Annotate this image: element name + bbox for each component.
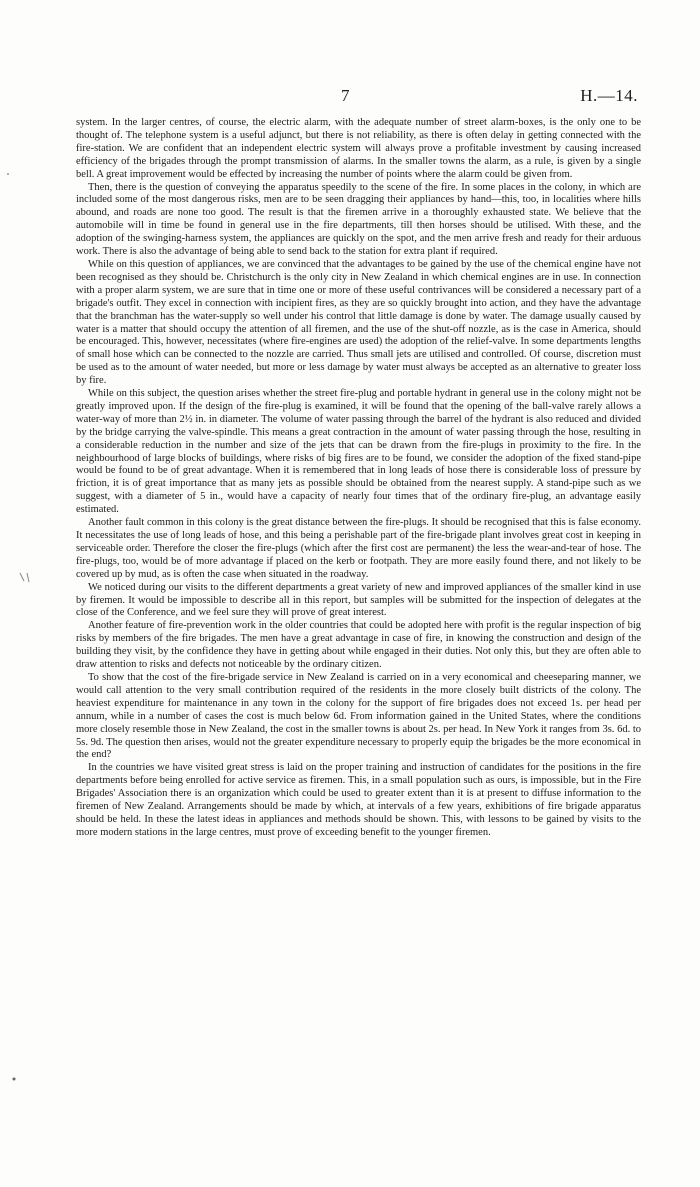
page-header — [0, 86, 700, 108]
paragraph: While on this subject, the question arises whether the street fire-plug and portable hydrant in general use in the colony might not be greatly improved upon. If the design of the fire-plug is examined, it will be found that the opening of the ball-valve rarely allows a water-way of more than 2½ in. in diameter. The volume of water passing through the barrel of the hydrant is also reduced and divided by the bridge carrying the valve-spindle. This means a great contraction in the amount of water passing through the hose, resulting in a considerable reduction in the number and size of the jets that can be drawn from the fire-plugs in proximity to the fire. In the neighbourhood of large blocks of buildings, where risks of big fires are to be found, we consider the adoption of the fixed stand-pipe would be found to be of great advantage. When it is remembered that in long leads of hose there is considerable loss of pressure by friction, it is of great importance that as many jets as possible should be obtained from the nearest supply. A stand-pipe such as we suggest, with a diameter of 5 in., would have a capacity of nearly four times that of the ordinary fire-plug, an advantage easily estimated. — [76, 388, 641, 516]
body-text — [76, 117, 641, 840]
page-number: 7 — [341, 86, 350, 105]
paragraph: We noticed during our visits to the different departments a great variety of new and improved appliances of the smaller kind in use by firemen. It would be impossible to describe all in this report, but samples will be submitted for the inspection of delegates at the close of the Conference, and we feel sure they will prove of great interest. — [76, 581, 641, 619]
scan-mark — [18, 570, 32, 584]
paragraph: Another feature of fire-prevention work in the older countries that could be adopted here with profit is the regular inspection of big risks by members of the fire brigades. The men have a great advantage in case of fire, in knowing the construction and design of the building they visit, by the confidence they have in getting about while engaged in their duties. Not only this, but they are often able to draw attention to risks and defects not noticeable by the ordinary citizen. — [76, 620, 641, 671]
paragraph: system. In the larger centres, of course, the electric alarm, with the adequate number of street alarm-boxes, is the only one to be thought of. The telephone system is a useful adjunct, but there is not reliability, as there is often delay in getting connected with the fire-station. We are confident that an independent electric system will always prove a profitable investment by causing increased efficiency of the brigades through the prompt transmission of alarms. In the smaller towns the alarm, as a rule, is given by a single bell. A great improvement would be effected by increasing the number of points where the alarm could be given from. — [76, 117, 641, 180]
paragraph: In the countries we have visited great stress is laid on the proper training and instruction of candidates for the positions in the fire departments before being enrolled for active service as firemen. This, in a small population such as ours, is impossible, but in the Fire Brigades' Association there is an organization which could be used to greater extent than it is at present to diffuse information to the firemen of New Zealand. Arrangements should be made by which, at intervals of a few years, exhibitions of fire brigade apparatus should be held. In these the latest ideas in appliances and methods should be shown. This, with lessons to be gained by visits to the more modern stations in the large centres, must prove of exceeding benefit to the younger firemen. — [76, 762, 641, 838]
document-reference: H.—14. — [580, 86, 638, 105]
paragraph: To show that the cost of the fire-brigade service in New Zealand is carried on in a very economical and cheeseparing manner, we would call attention to the very small contribution required of the residents in the more closely built districts of the colony. The heaviest expenditure for maintenance in any town in the colony for the support of fire brigades does not exceed 1s. per head per annum, while in a number of cases the cost is much below 6d. From information gained in the United States, where the conditions more closely resemble those in New Zealand, the cost in the smaller towns is about 2s. per head. In New York it ranges from 3s. 6d. to 5s. 9d. The question then arises, would not the greater expenditure necessary to properly equip the brigades be the more economical in the end? — [76, 671, 641, 761]
paragraph: Then, there is the question of conveying the apparatus speedily to the scene of the fire. In some places in the colony, in which are included some of the most dangerous risks, men are to be seen dragging their appliances by hand—this, too, in localities where hills abound, and roads are none too good. The result is that the firemen arrive in a thoroughly exhausted state. We believe that the automobile will in time be found in general use in the fire departments, till then horses should be utilised. With these, and the adoption of the swinging-harness system, the appliances are quickly on the spot, and the men arrive fresh and ready for their arduous work. There is also the advantage of being able to send back to the station for extra plant if required. — [76, 181, 641, 258]
paragraph: While on this question of appliances, we are convinced that the advantages to be gained by the use of the chemical engine have not been recognised as they should be. Christchurch is the only city in New Zealand in which chemical engines are in use. In connection with a proper alarm system, we are sure that in time one or more of these useful contrivances will be considered a necessary part of a brigade's outfit. They excel in connection with incipient fires, as they are so quickly brought into action, and they have the advantage that the branchman has the water-supply so well under his control that little damage is done by water. The damage usually caused by water is a matter that should occupy the attention of all firemen, and the use of the shut-off nozzle, as is the case in America, should be encouraged. This, however, necessitates (where fire-engines are used) the adoption of the relief-valve. In some departments lengths of small hose which can be connected to the nozzle are carried. Thus small jets are utilised and controlled. Of course, discretion must be used as to the amount of water needed, but more or less damage by water must always be accepted as an alternative to greater loss by fire. — [76, 258, 641, 387]
paragraph: Another fault common in this colony is the great distance between the fire-plugs. It should be recognised that this is false economy. It necessitates the use of long leads of hose, and this being a perishable part of the fire-brigade plant involves great cost in keeping in serviceable order. Therefore the closer the fire-plugs (which after the first cost are permanent) the less the wear-and-tear of hose. The fire-plugs, too, would be of more advantage if placed on the kerb or footpath. They are more easily found there, and not likely to be covered up by mud, as is often the case when situated in the roadway. — [76, 517, 641, 580]
scan-dot — [4, 170, 12, 178]
scan-dot — [10, 1075, 18, 1083]
